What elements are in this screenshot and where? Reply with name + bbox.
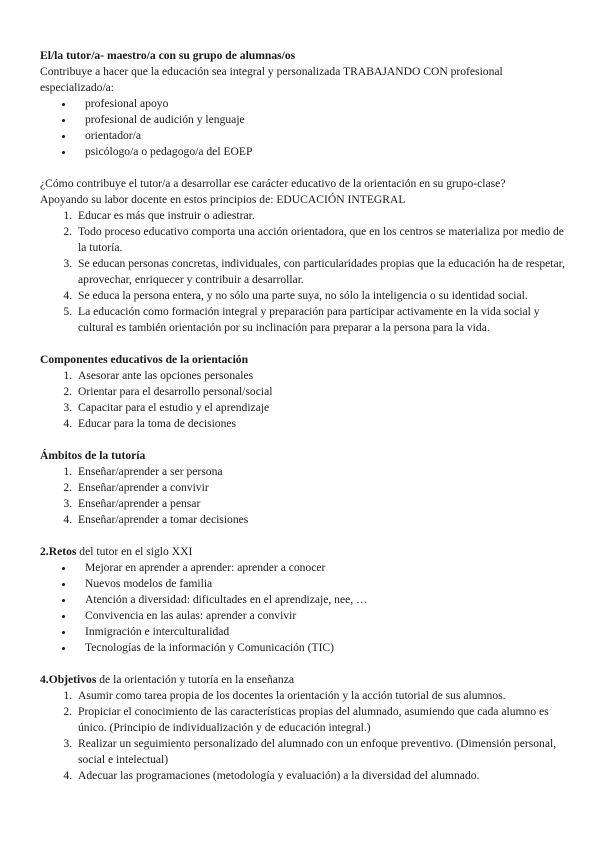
numbered-list [40, 464, 570, 528]
section-title [40, 672, 570, 688]
list-item: 1. Educar es más que instruir o adiestrar. [75, 208, 570, 224]
list-item: 1. Enseñar/aprender a ser persona [75, 464, 570, 480]
list-item: 1. Asumir como tarea propia de los docentes la orientación y la acción tutorial de sus alumnos. [75, 688, 570, 704]
list-item: 3. Se educan personas concretas, individuales, con particularidades propias que la educación ha de respetar, aprovechar, enriquecer y contribuir a desarrollar. [75, 256, 570, 288]
list-item: 2. Enseñar/aprender a convivir [75, 480, 570, 496]
section-title-rest: de la orientación y tutoría en la enseñanza [96, 673, 295, 686]
bullet-list [40, 560, 570, 656]
list-item: 4. Educar para la toma de decisiones [75, 416, 570, 432]
section-retos [40, 544, 570, 656]
list-item: 3. Enseñar/aprender a pensar [75, 496, 570, 512]
list-item: • profesional apoyo [75, 96, 570, 112]
section-title: Ámbitos de la tutoría [40, 449, 146, 462]
section-title-bold: 2.Retos [40, 545, 77, 558]
list-item: • Nuevos modelos de familia [75, 576, 570, 592]
list-item: • psicólogo/a o pedagogo/a del EOEP [75, 144, 570, 160]
list-item: 4. Enseñar/aprender a tomar decisiones [75, 512, 570, 528]
section-title: El/la tutor/a- maestro/a con su grupo de alumnas/os [40, 49, 296, 62]
list-item: • orientador/a [75, 128, 570, 144]
list-item: 2. Orientar para el desarrollo personal/social [75, 384, 570, 400]
list-item: 2. Propiciar el conocimiento de las características propias del alumnado, asumiendo que cada alumno es único. (Principio de individualización y de educación integral.) [75, 704, 570, 736]
section-ambitos [40, 448, 570, 528]
section-title-rest: del tutor en el siglo XXI [76, 545, 193, 558]
section-title: Componentes educativos de la orientación [40, 353, 249, 366]
section-intro: Contribuye a hacer que la educación sea integral y personalizada TRABAJANDO CON profesional especializado/a: [40, 65, 503, 94]
section-components [40, 352, 570, 432]
section-intro: Apoyando su labor docente en estos principios de: EDUCACIÓN INTEGRAL [40, 193, 406, 206]
section-title-bold: 4.Objetivos [40, 673, 97, 686]
list-item: 4. Se educa la persona entera, y no sólo una parte suya, no sólo la inteligencia o su identidad social. [75, 288, 570, 304]
list-item: • Convivencia en las aulas: aprender a convivir [75, 608, 570, 624]
list-item: 3. Realizar un seguimiento personalizado del alumnado con un enfoque preventivo. (Dimensión personal, social e intelectual) [75, 736, 570, 768]
section-principles [40, 176, 570, 336]
list-item: • Inmigración e interculturalidad [75, 624, 570, 640]
list-item: • profesional de audición y lenguaje [75, 112, 570, 128]
section-tutor-group [40, 48, 570, 160]
bullet-list [40, 96, 570, 160]
list-item: 2. Todo proceso educativo comporta una acción orientadora, que en los centros se materializa por medio de la tutoría. [75, 224, 570, 256]
list-item: • Mejorar en aprender a aprender: aprender a conocer [75, 560, 570, 576]
list-item: 5. La educación como formación integral y preparación para participar activamente en la vida social y cultural es también orientación por su inclinación para preparar a la persona para la vida. [75, 304, 570, 336]
numbered-list [40, 368, 570, 432]
section-objetivos [40, 672, 570, 784]
document-page [40, 48, 570, 800]
list-item: • Tecnologías de la información y Comunicación (TIC) [75, 640, 570, 656]
list-item: 1. Asesorar ante las opciones personales [75, 368, 570, 384]
list-item: 4. Adecuar las programaciones (metodología y evaluación) a la diversidad del alumnado. [75, 768, 570, 784]
section-title [40, 544, 570, 560]
list-item: 3. Capacitar para el estudio y el aprendizaje [75, 400, 570, 416]
numbered-list [40, 208, 570, 336]
section-question: ¿Cómo contribuye el tutor/a a desarrollar ese carácter educativo de la orientación en su grupo-clase? [40, 177, 506, 190]
list-item: • Atención a diversidad: dificultades en el aprendizaje, nee, … [75, 592, 570, 608]
numbered-list [40, 688, 570, 784]
